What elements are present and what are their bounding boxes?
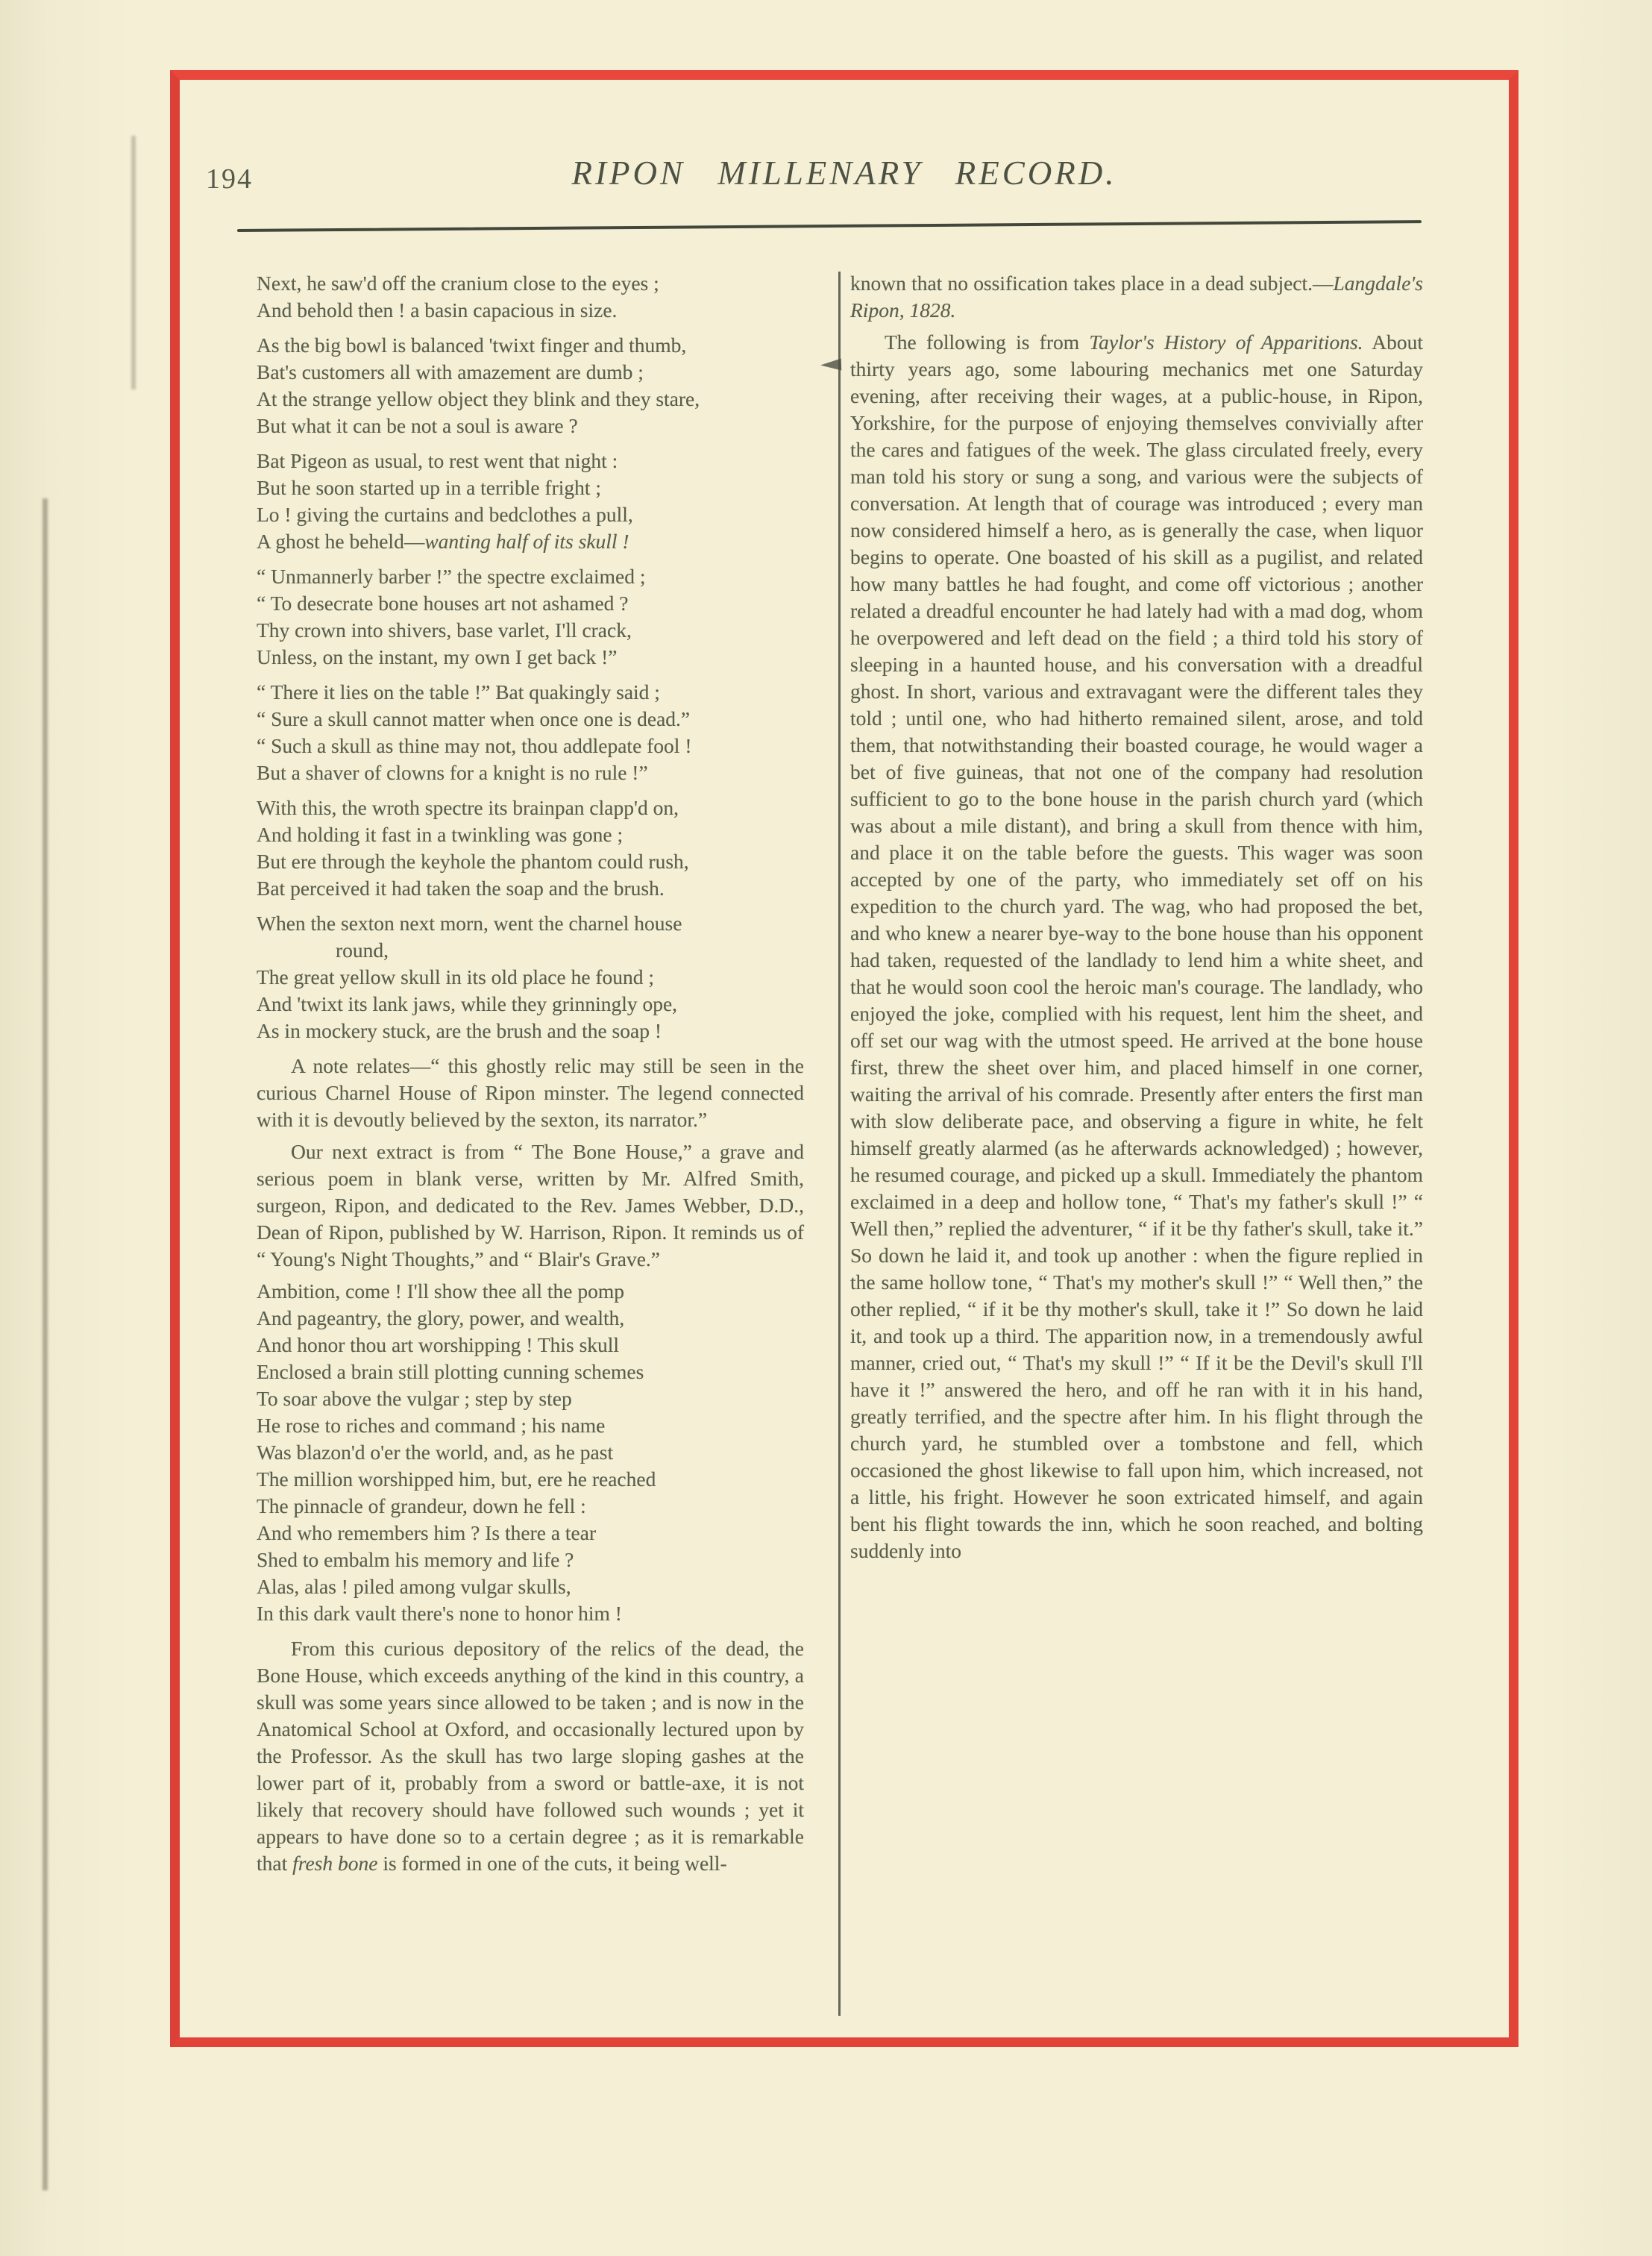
poem-line	[257, 563, 804, 590]
poem-line	[257, 1278, 804, 1305]
text-run: In this dark vault there's none to honor him !	[257, 1602, 622, 1625]
text-run: And pageantry, the glory, power, and wealth,	[257, 1306, 625, 1329]
poem-line	[257, 1359, 804, 1385]
text-run: And who remembers him ? Is there a tear	[257, 1521, 597, 1544]
poem-line	[257, 1412, 804, 1439]
text-run: But he soon started up in a terrible fright ;	[257, 476, 602, 499]
poem-line	[257, 1439, 804, 1466]
text-run: He rose to riches and command ; his name	[257, 1414, 606, 1437]
poem-line	[257, 590, 804, 617]
text-run: As the big bowl is balanced 'twixt finger and thumb,	[257, 333, 687, 357]
right-column	[850, 270, 1423, 1570]
text-run: Ambition, come ! I'll show thee all the pomp	[257, 1279, 624, 1303]
text-run: “ Unmannerly barber !” the spectre exclaimed ;	[257, 565, 646, 588]
text-run: But a shaver of clowns for a knight is no rule !”	[257, 761, 648, 784]
poem-line	[257, 991, 804, 1018]
poem-stanza	[257, 795, 804, 902]
poem-line	[257, 1547, 804, 1573]
poem-line	[257, 474, 804, 501]
poem-line	[257, 386, 804, 413]
prose-paragraph	[257, 1053, 804, 1133]
text-run: But what it can be not a soul is aware ?	[257, 414, 578, 437]
poem-line	[257, 964, 804, 991]
poem-line	[257, 448, 804, 474]
text-run: Bat's customers all with amazement are dumb ;	[257, 360, 644, 383]
poem-line	[257, 359, 804, 386]
text-run: With this, the wroth spectre its brainpan clapp'd on,	[257, 796, 679, 819]
text-run: A note relates—“ this ghostly relic may still be seen in the curious Charnel House of Ripon minster. The legend connected with it is devoutly believed by the sexton, its narrator.”	[257, 1054, 804, 1131]
text-run: To soar above the vulgar ; step by step	[257, 1387, 572, 1410]
text-run: The following is from	[885, 330, 1090, 354]
text-run: “ To desecrate bone houses art not ashamed ?	[257, 592, 629, 615]
prose-paragraph	[850, 270, 1423, 324]
text-run: is formed in one of the cuts, it being well-	[377, 1852, 727, 1875]
text-run: But ere through the keyhole the phantom could rush,	[257, 850, 689, 873]
text-run: Enclosed a brain still plotting cunning schemes	[257, 1360, 644, 1383]
text-run: And holding it fast in a twinkling was gone ;	[257, 823, 624, 846]
text-run: known that no ossification takes place in a dead subject.—	[850, 272, 1334, 295]
text-run: Unless, on the instant, my own I get back !”	[257, 645, 618, 668]
italic-text-run: Taylor's History of Apparitions.	[1089, 330, 1363, 354]
text-run: Lo ! giving the curtains and bedclothes a pull,	[257, 503, 633, 526]
text-run: The great yellow skull in its old place he found ;	[257, 965, 655, 988]
italic-text-run: Langdale's Ripon, 1828.	[850, 272, 1423, 322]
poem-stanza	[257, 679, 804, 786]
text-run: Bat perceived it had taken the soap and the brush.	[257, 877, 665, 900]
poem-line	[257, 501, 804, 528]
text-run: The pinnacle of grandeur, down he fell :	[257, 1494, 586, 1517]
text-run: Alas, alas ! piled among vulgar skulls,	[257, 1575, 571, 1598]
text-run: Shed to embalm his memory and life ?	[257, 1548, 574, 1571]
poem-line	[257, 795, 804, 821]
column-divider-rule	[838, 272, 841, 2016]
text-run: Was blazon'd o'er the world, and, as he past	[257, 1441, 614, 1464]
printers-margin-mark	[820, 359, 842, 372]
poem-stanza	[257, 1278, 804, 1627]
poem-stanza	[257, 448, 804, 555]
poem-line	[257, 297, 804, 324]
poem-line	[257, 617, 804, 644]
poem-line	[257, 1305, 804, 1332]
poem-line	[257, 706, 804, 733]
text-run: When the sexton next morn, went the charnel house	[257, 912, 682, 935]
poem-line	[257, 1493, 804, 1520]
poem-line	[257, 332, 804, 359]
poem-stanza	[257, 910, 804, 1044]
page-number: 194	[206, 163, 253, 195]
text-run: The million worshipped him, but, ere he reached	[257, 1467, 656, 1491]
poem-line	[257, 1520, 804, 1547]
page-title: RIPON MILLENARY RECORD.	[571, 154, 1117, 192]
poem-line	[257, 733, 804, 759]
poem-line	[257, 1385, 804, 1412]
poem-line	[257, 679, 804, 706]
text-run: Next, he saw'd off the cranium close to the eyes ;	[257, 272, 659, 295]
poem-line	[257, 413, 804, 439]
text-run: About thirty years ago, some labouring mechanics met one Saturday evening, after receiving their wages, at a public-house, in Ripon, Yorkshire, for the purpose of enjoying themselves convivially after the cares and fatigues of the week. The glass circulated freely, every man told his story or sung a song, and various were the subjects of conversation. At length that of courage was introduced ; every man now considered himself a hero, as is generally the case, when liquor begins to operate. One boasted of his skill as a pugilist, and related how many battles he had fought, and come off victorious ; another related a dreadful encounter he had lately had with a mad dog, whom he overpowered and left dead on the field ; a third told his story of sleeping in a haunted house, and his conversation with a dreadful ghost. In short, various and extravagant were the different tales they told ; until one, who had hitherto remained silent, arose, and told them, that notwithstanding their boasted courage, he would wager a bet of five guineas, that not one of the company had resolution sufficient to go to the bone house in the parish church yard (which was about a mile distant), and bring a skull from thence with him, and place it on the table before the guests. This wager was soon accepted by one of the party, who immediately set off on his expedition to the church yard. The wag, who had proposed the bet, and who knew a nearer bye-way to the bone house than his opponent had taken, requested of the landlady to lend him a white sheet, and that he would soon cool the heroic man's courage. The landlady, who enjoyed the joke, complied with his request, lent him the sheet, and off set our wag with the utmost speed. He arrived at the bone house first, threw the sheet over him, and placed himself in one corner, waiting the arrival of his comrade. Presently after enters the first man with slow deliberate pace, and observing a figure in white, he felt himself greatly alarmed (as he afterwards acknowledged) ; however, he resumed courage, and picked up a skull. Immediately the phantom exclaimed in a deep and hollow tone, “ That's my father's skull !” “ Well then,” replied the adventurer, “ if it be thy father's skull, take it.” So down he laid it, and took up another : when the figure replied in the same hollow tone, “ That's my mother's skull !” “ Well then,” the other replied, “ if it be thy mother's skull, take it !” So down he laid it, and took up a third. The apparition now, in a tremendously awful manner, cried out, “ That's my skull !” “ If it be the Devil's skull I'll have it !” answered the hero, and off he ran with it in his hand, greatly terrified, and the spectre after him. In his flight through the church yard, he stumbled over a tombstone and fell, which occasioned the ghost likewise to fall upon him, which increased, not a little, his fright. However he soon extricated himself, and again bent his flight towards the inn, which he soon reached, and bolting suddenly into	[850, 330, 1423, 1562]
text-run: From this curious depository of the relics of the dead, the Bone House, which exceeds anything of the kind in this country, a skull was some years since allowed to be taken ; and is now in the Anatomical School at Oxford, and occasionally lectured upon by the Professor. As the skull has two large sloping gashes at the lower part of it, probably from a sword or battle-axe, it is not likely that recovery should have followed such wounds ; yet it appears to have done so to a certain degree ; as it is remarkable that	[257, 1637, 804, 1875]
text-run: Bat Pigeon as usual, to rest went that night :	[257, 449, 618, 472]
text-run: “ Such a skull as thine may not, thou addlepate fool !	[257, 734, 692, 757]
text-run: A ghost he beheld—	[257, 530, 425, 553]
prose-paragraph	[257, 1635, 804, 1877]
poem-line	[257, 875, 804, 902]
poem-line	[257, 759, 804, 786]
poem-line	[257, 644, 804, 671]
text-run: As in mockery stuck, are the brush and the soap !	[257, 1019, 662, 1042]
poem-line	[257, 1018, 804, 1044]
poem-line	[257, 937, 804, 964]
prose-paragraph	[850, 329, 1423, 1564]
text-run: “ Sure a skull cannot matter when once one is dead.”	[257, 707, 691, 730]
poem-line	[257, 910, 804, 937]
italic-text-run: wanting half of its skull !	[424, 530, 629, 553]
poem-line	[257, 528, 804, 555]
italic-text-run: fresh bone	[292, 1852, 378, 1875]
text-run: round,	[336, 939, 389, 962]
text-run: At the strange yellow object they blink and they stare,	[257, 387, 700, 410]
text-run: And honor thou art worshipping ! This skull	[257, 1333, 620, 1356]
text-run: And 'twixt its lank jaws, while they grinningly ope,	[257, 992, 678, 1015]
text-run: Thy crown into shivers, base varlet, I'll crack,	[257, 618, 632, 642]
poem-line	[257, 1600, 804, 1627]
poem-line	[257, 1332, 804, 1359]
text-run: And behold then ! a basin capacious in size.	[257, 298, 618, 322]
text-run: Our next extract is from “ The Bone House,” a grave and serious poem in blank verse, written by Mr. Alfred Smith, surgeon, Ripon, and dedicated to the Rev. James Webber, D.D., Dean of Ripon, published by W. Harrison, Ripon. It reminds us of “ Young's Night Thoughts,” and “ Blair's Grave.”	[257, 1140, 804, 1270]
poem-line	[257, 848, 804, 875]
poem-line	[257, 1573, 804, 1600]
scan-edge-shadow-left	[43, 498, 48, 2190]
poem-stanza	[257, 270, 804, 324]
prose-paragraph	[257, 1138, 804, 1273]
left-column	[257, 270, 804, 1882]
scan-edge-streak	[131, 136, 136, 389]
text-run: “ There it lies on the table !” Bat quakingly said ;	[257, 680, 660, 704]
poem-line	[257, 270, 804, 297]
poem-line	[257, 1466, 804, 1493]
poem-line	[257, 821, 804, 848]
poem-stanza	[257, 332, 804, 439]
poem-stanza	[257, 563, 804, 671]
